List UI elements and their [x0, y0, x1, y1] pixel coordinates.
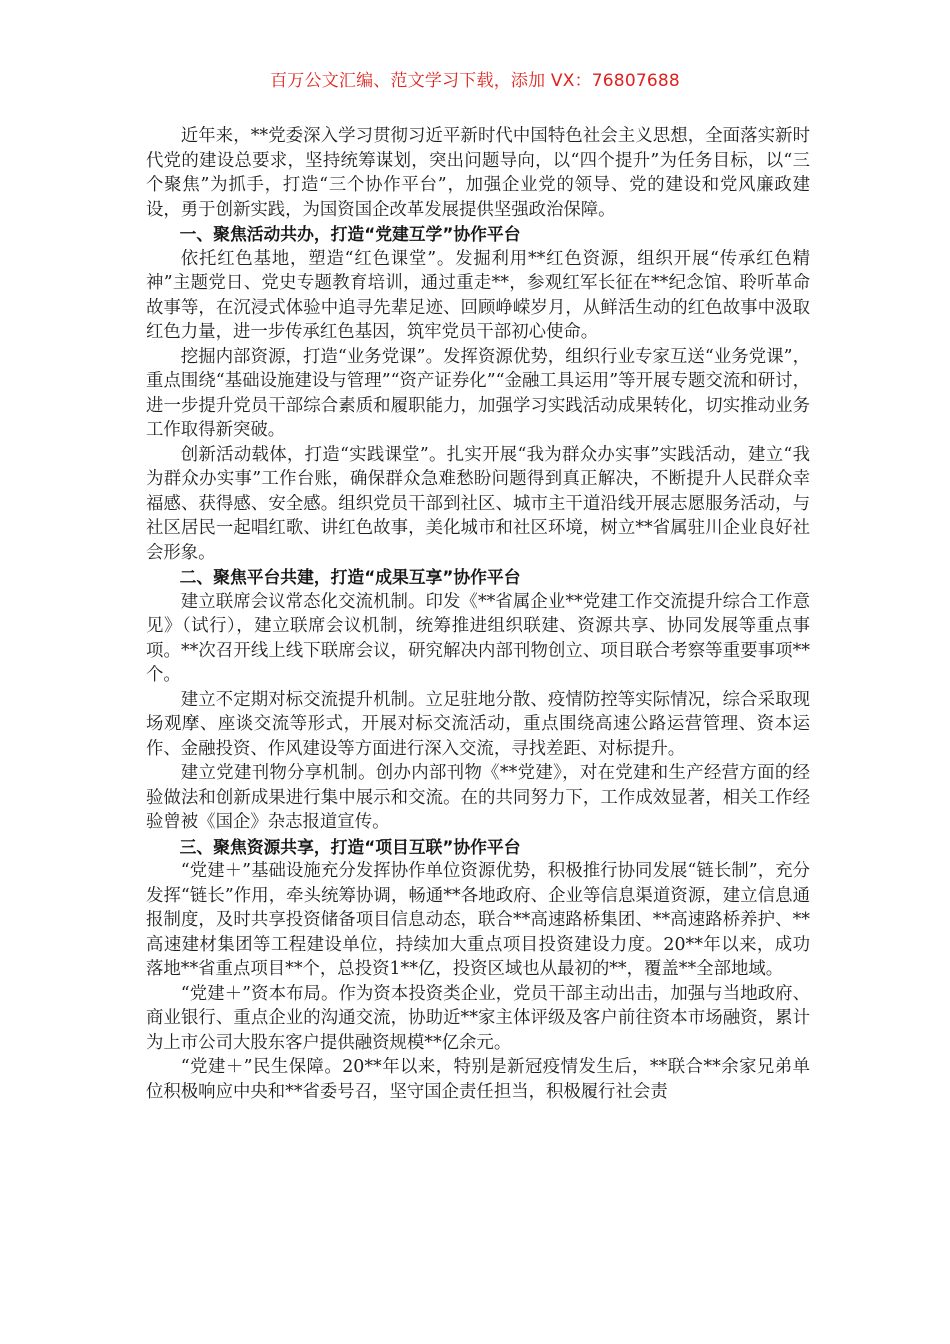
document-body [146, 124, 810, 1104]
body-paragraph: “党建＋”民生保障。20**年以来，特别是新冠疫情发生后，**联合**余家兄弟单位积极响应中央和**省委号召，坚守国企责任担当，积极履行社会责 [146, 1057, 810, 1102]
body-paragraph: 建立联席会议常态化交流机制。印发《**省属企业**党建工作交流提升综合工作意见》（试行），建立联席会议机制，统筹推进组织联建、资源共享、协同发展等重点事项。**次召开线上线下联席会议，研究解决内部刊物创立、项目联合考察等重要事项**个。 [146, 591, 810, 685]
download-banner: 百万公文汇编、范文学习下载，添加 VX：76807688 [270, 71, 680, 91]
section-heading-3: 三、聚焦资源共享，打造“项目互联”协作平台 [179, 836, 521, 857]
body-paragraph: “党建＋”资本布局。作为资本投资类企业，党员干部主动出击，加强与当地政府、商业银行、重点企业的沟通交流，协助近**家主体评级及客户前往资本市场融资，累计为上市公司大股东客户提供融资规模**亿余元。 [146, 983, 810, 1053]
intro-paragraph: 近年来，**党委深入学习贯彻习近平新时代中国特色社会主义思想，全面落实新时代党的建设总要求，坚持统筹谋划，突出问题导向，以“四个提升”为任务目标，以“三个聚焦”为抓手，打造“三个协作平台”，加强企业党的领导、党的建设和党风廉政建设，勇于创新实践，为国资国企改革发展提供坚强政治保障。 [146, 126, 810, 220]
body-paragraph: “党建＋”基础设施充分发挥协作单位资源优势，积极推行协同发展“链长制”，充分发挥“链长”作用，牵头统筹协调，畅通**各地政府、企业等信息渠道资源，建立信息通报制度，及时共享投资储备项目信息动态，联合**高速路桥集团、**高速路桥养护、**高速建材集团等工程建设单位，持续加大重点项目投资建设力度。20**年以来，成功落地**省重点项目**个，总投资1**亿，投资区域也从最初的**，覆盖**全部地域。 [146, 861, 810, 979]
body-paragraph: 创新活动载体，打造“实践课堂”。扎实开展“我为群众办实事”实践活动，建立“我为群众办实事”工作台账，确保群众急难愁盼问题得到真正解决，不断提升人民群众幸福感、获得感、安全感。组织党员干部到社区、城市主干道沿线开展志愿服务活动，与社区居民一起唱红歌、讲红色故事，美化城市和社区环境，树立**省属驻川企业良好社会形象。 [146, 444, 810, 563]
section-heading-2: 二、聚焦平台共建，打造“成果互享”协作平台 [179, 567, 521, 587]
section-heading-1: 一、聚焦活动共办，打造“党建互学”协作平台 [179, 224, 521, 244]
body-paragraph: 依托红色基地，塑造“红色课堂”。发掘利用**红色资源，组织开展“传承红色精神”主题党日、党史专题教育培训，通过重走**，参观红军长征在**纪念馆、聆听革命故事等，在沉浸式体验中追寻先辈足迹、回顾峥嵘岁月，从鲜活生动的红色故事中汲取红色力量，进一步传承红色基因，筑牢党员干部初心使命。 [146, 248, 810, 342]
body-paragraph: 建立党建刊物分享机制。创办内部刊物《**党建》，对在党建和生产经营方面的经验做法和创新成果进行集中展示和交流。在的共同努力下，工作成效显著，相关工作经验曾被《国企》杂志报道宣传。 [146, 763, 810, 832]
body-paragraph: 建立不定期对标交流提升机制。立足驻地分散、疫情防控等实际情况，综合采取现场观摩、座谈交流等形式，开展对标交流活动，重点围绕高速公路运营管理、资本运作、金融投资、作风建设等方面进行深入交流，寻找差距、对标提升。 [146, 689, 810, 759]
body-paragraph: 挖掘内部资源，打造“业务党课”。发挥资源优势，组织行业专家互送“业务党课”，重点围绕“基础设施建设与管理”“资产证券化”“金融工具运用”等开展专题交流和研讨，进一步提升党员干部综合素质和履职能力，加强学习实践活动成果转化，切实推动业务工作取得新突破。 [146, 346, 810, 440]
